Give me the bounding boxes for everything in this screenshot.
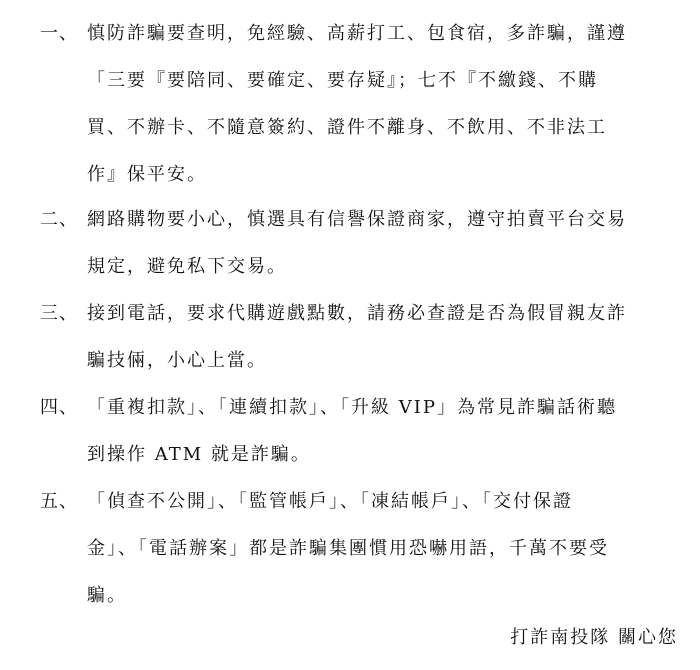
- item-text: [87, 196, 662, 290]
- text-line: 接到電話，要求代購遊戲點數，請務必查證是否為假冒親友詐: [87, 303, 627, 324]
- item-number: 四、: [40, 397, 78, 418]
- text-line: 買、不辦卡、不隨意簽約、證件不離身、不飲用、不非法工: [87, 117, 607, 138]
- item-number: 一、: [40, 23, 78, 44]
- text-line: 騙。: [87, 585, 127, 606]
- item-text: [87, 384, 662, 478]
- item-text: [87, 478, 662, 619]
- item-number: 三、: [40, 303, 78, 324]
- text-line: 作』保平安。: [87, 164, 207, 185]
- item-text: [87, 290, 662, 384]
- text-line: 到操作 ATM 就是詐騙。: [87, 444, 311, 465]
- text-line: 「偵查不公開」、「監管帳戶」、「凍結帳戶」、「交付保證: [87, 491, 573, 512]
- text-line: 慎防詐騙要查明，免經驗、高薪打工、包食宿，多詐騙，謹遵: [87, 23, 627, 44]
- signature: 打詐南投隊 關心您: [510, 627, 678, 648]
- text-line: 網路購物要小心，慎選具有信譽保證商家，遵守拍賣平台交易: [87, 209, 627, 230]
- text-line: 「三要『要陪同、要確定、要存疑』；七不『不繳錢、不購: [87, 70, 598, 91]
- item-number: 五、: [40, 491, 78, 512]
- text-line: 金」、「電話辦案」都是詐騙集團慣用恐嚇用語，千萬不要受: [87, 538, 609, 559]
- item-text: [87, 10, 662, 198]
- text-line: 規定，避免私下交易。: [87, 256, 287, 277]
- text-line: 「重複扣款」、「連續扣款」、「升級 VIP」為常見詐騙話術聽: [87, 397, 617, 418]
- text-line: 騙技倆，小心上當。: [87, 350, 267, 371]
- item-number: 二、: [40, 209, 78, 230]
